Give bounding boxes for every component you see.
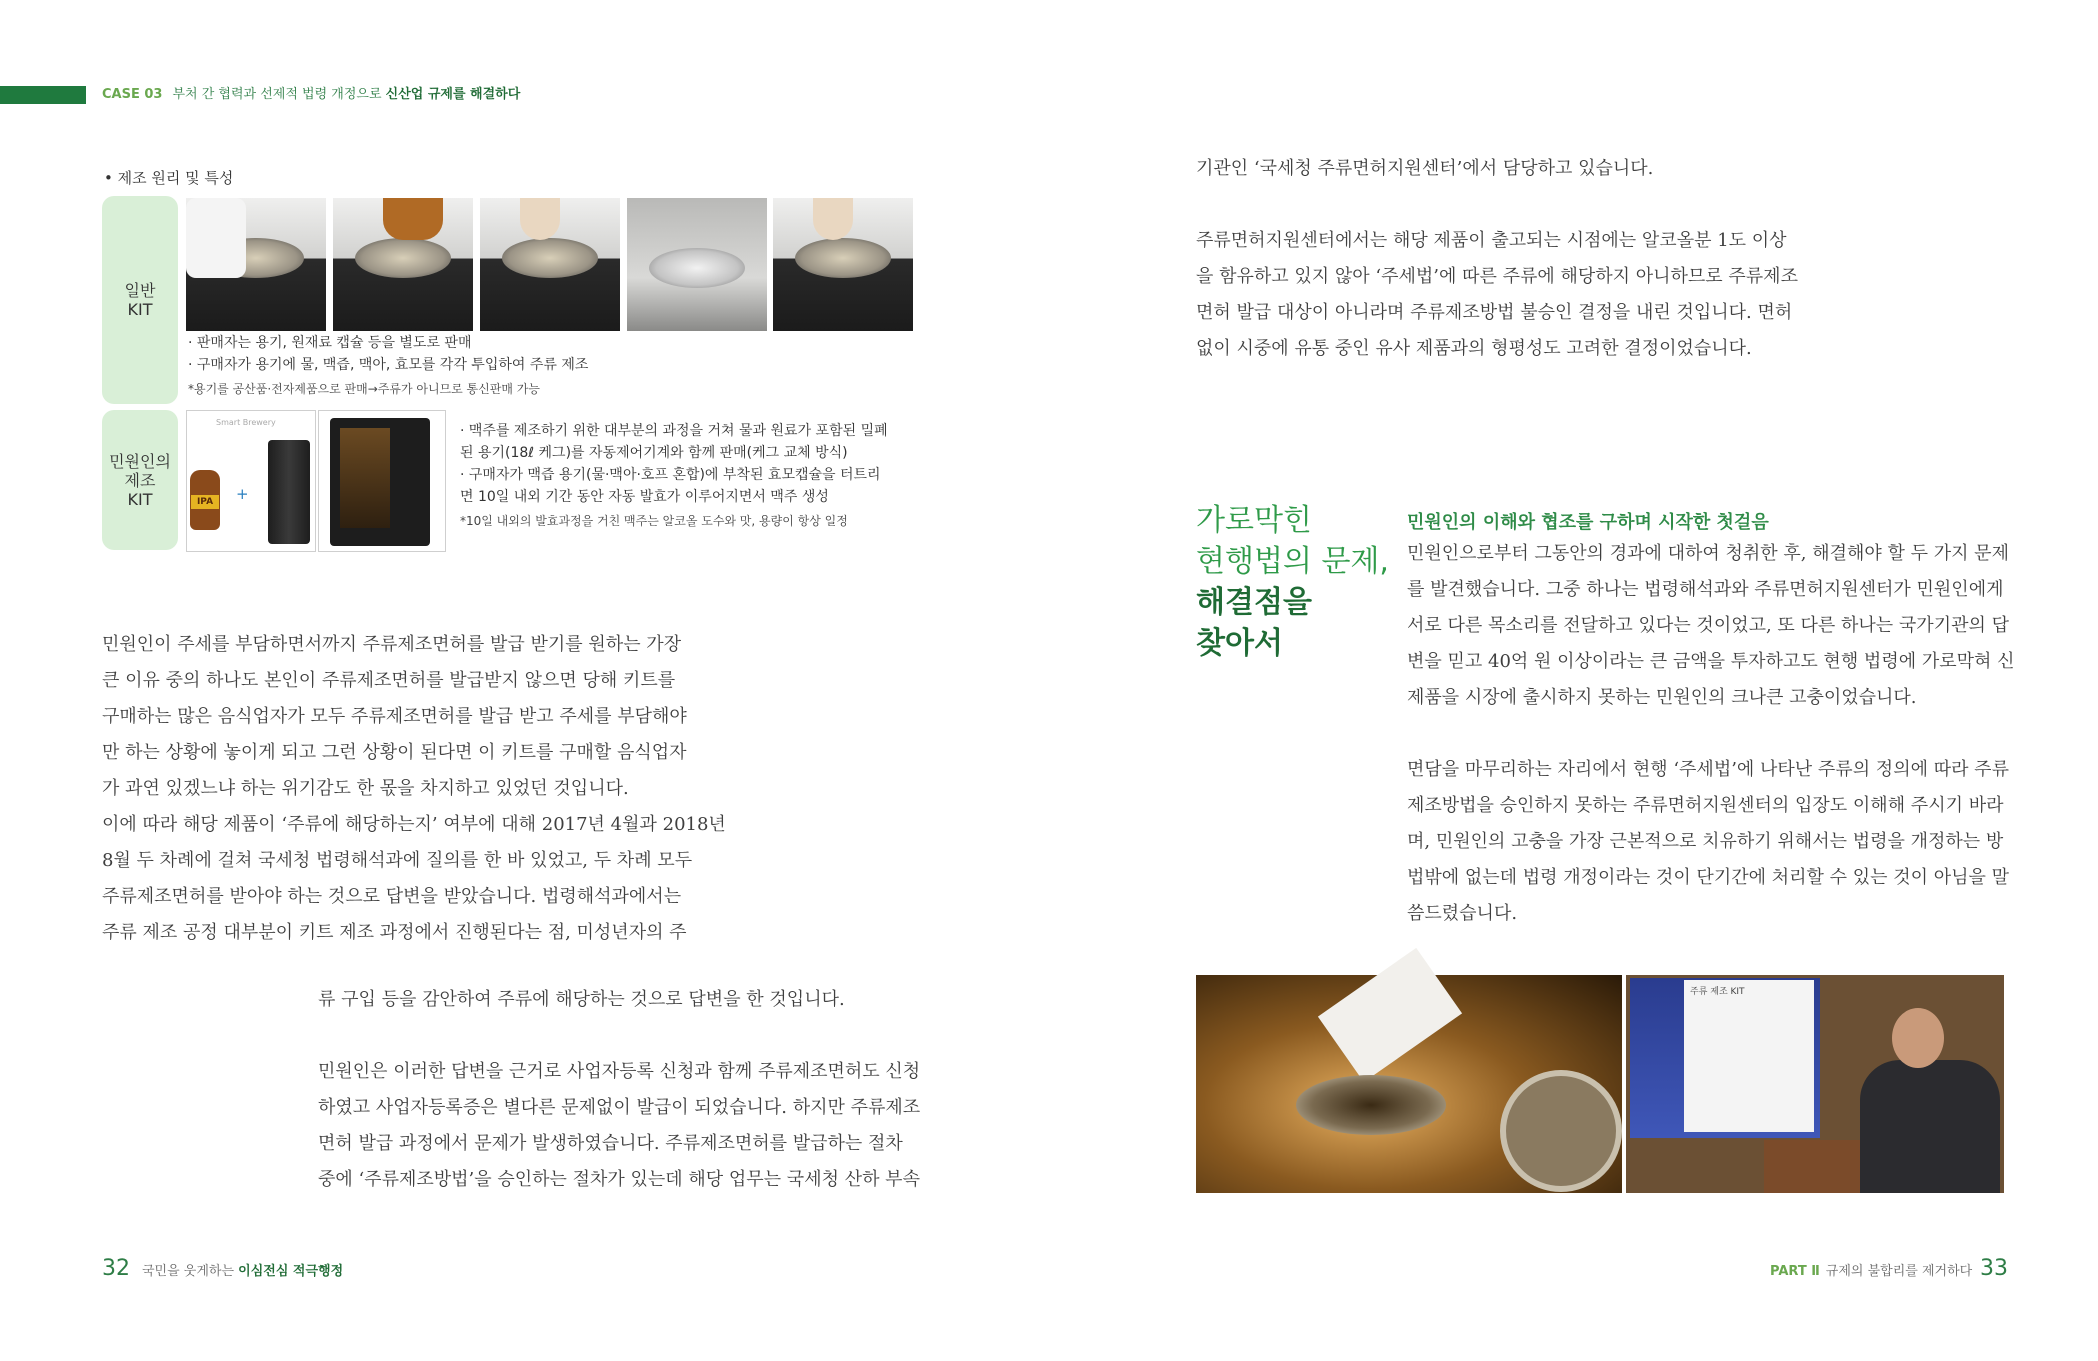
text-line: 민원인은 이러한 답변을 근거로 사업자등록 신청과 함께 주류제조면허도 신청 [318,1061,921,1082]
text-line: 큰 이유 중의 하나도 본인이 주류제조면허를 발급받지 않으면 당해 키트를 [102,670,676,691]
text-line: 면허 발급 대상이 아니라며 주류제조방법 불승인 결정을 내린 것입니다. 면허 [1196,302,1793,323]
section-heading [1196,500,1389,664]
text-line: 류 구입 등을 감안하여 주류에 해당하는 것으로 답변을 한 것입니다. [318,989,845,1010]
kit2-bullet: · 구매자가 맥즙 용기(물·맥아·호프 혼합)에 부착된 효모캡슐을 터트리 [460,467,881,483]
process-photo-2 [333,198,473,331]
text-line: 주류제조면허를 받아야 하는 것으로 답변을 받았습니다. 법령해석과에서는 [102,886,682,907]
process-photo-3 [480,198,620,331]
heading-line: 현행법의 문제, [1196,544,1389,579]
text-line: 주류 제조 공정 대부분이 키트 제조 과정에서 진행된다는 점, 미성년자의 주 [102,922,687,943]
footer-text: 국민을 웃게하는 [142,1264,239,1279]
footer-part: PART Ⅱ [1770,1264,1820,1279]
slide-title: 주류 제조 KIT [1690,987,1745,997]
slide-panel [1684,980,1814,1132]
text-line: 가 과연 있겠느냐 하는 위기감도 한 몫을 차지하고 있었던 것입니다. [102,778,629,799]
machine-interior [340,428,390,528]
right-paragraph-4 [1407,752,2009,932]
text-line: 를 발견했습니다. 그중 하나는 법령해석과와 주류면허지원센터가 민원인에게 [1407,579,2004,600]
kit1-bullet: · 판매자는 용기, 원재료 캡슐 등을 별도로 판매 [188,335,472,351]
process-photo-1 [186,198,326,331]
right-paragraph-2 [1196,223,1798,367]
section-subheading: 민원인의 이해와 협조를 구하며 시작한 첫걸음 [1407,512,1769,533]
kit2-bullet: 면 10일 내외 기간 동안 자동 발효가 이루어지면서 맥주 생성 [460,489,829,505]
page-number-left: 32 [102,1256,130,1281]
running-header [102,86,520,104]
presenter-head [1892,1008,1944,1068]
text-line: 법밖에 없는데 법령 개정이라는 것이 단기간에 처리할 수 있는 것이 아님을 말 [1407,867,2009,888]
footer-text-strong: 이심전심 적극행정 [238,1264,344,1279]
header-accent-bar [0,86,86,104]
text-line: 제품을 시장에 출시하지 못하는 민원인의 크나큰 고충이었습니다. [1407,687,1917,708]
keg-label: IPA [191,495,219,509]
text-line: 중에 ‘주류제조방법’을 승인하는 절차가 있는데 해당 업무는 국세청 산하 부속 [318,1169,920,1190]
kit2-note: *10일 내외의 발효과정을 거친 맥주는 알코올 도수와 맛, 용량이 항상 일정 [460,514,848,528]
process-photo-5 [773,198,913,331]
text-line: 만 하는 상황에 놓이게 되고 그런 상황이 된다면 이 키트를 구매할 음식업자 [102,742,687,763]
heading-line: 찾아서 [1196,626,1283,661]
footer-left [142,1260,343,1279]
text-line: 씀드렸습니다. [1407,903,1518,924]
kit2-bullet: 된 용기(18ℓ 케그)를 자동제어기계와 함께 판매(케그 교체 방식) [460,445,848,461]
text-line: 제조방법을 승인하지 못하는 주류면허지원센터의 입장도 이해해 주시기 바라 [1407,795,2004,816]
text-line: 하였고 사업자등록증은 별다른 문제없이 발급이 되었습니다. 하지만 주류제조 [318,1097,921,1118]
left-paragraph-1 [102,627,726,951]
left-paragraph-3 [318,1054,920,1198]
footer-text: 규제의 불합리를 제거하다 [1825,1264,1973,1279]
kit2-bullet: · 맥주를 제조하기 위한 대부분의 과정을 거쳐 물과 원료가 포함된 밀폐 [460,423,888,439]
figure-title: • 제조 원리 및 특성 [104,169,234,187]
podium-shape [1764,1140,1874,1193]
lid-shape [1500,1070,1622,1192]
text-line: 8월 두 차례에 걸쳐 국세청 법령해석과에 질의를 한 바 있었고, 두 차례 모두 [102,850,693,871]
text-line: 주류면허지원센터에서는 해당 제품이 출고되는 시점에는 알코올분 1도 이상 [1196,230,1787,251]
kit1-note: *용기를 공산품·전자제품으로 판매→주류가 아니므로 통신판매 가능 [188,382,540,396]
header-text-strong: 신산업 규제를 해결하다 [385,87,521,102]
process-photo-4 [627,198,767,331]
text-line: 면담을 마무리하는 자리에서 현행 ‘주세법’에 나타난 주류의 정의에 따라 주류 [1407,759,2009,780]
case-number: CASE 03 [102,87,163,102]
heading-line: 가로막힌 [1196,503,1312,538]
text-line: 변을 믿고 40억 원 이상이라는 큰 금액을 투자하고도 현행 법령에 가로막혀 신 [1407,651,2015,672]
kit1-label: 일반 KIT [102,196,178,404]
presenter-body [1860,1060,2000,1193]
text-line: 없이 시중에 유통 중인 유사 제품과의 형평성도 고려한 결정이었습니다. [1196,338,1752,359]
text-line: 민원인으로부터 그동안의 경과에 대하여 청취한 후, 해결해야 할 두 가지 문제 [1407,543,2009,564]
text-line: 민원인이 주세를 부담하면서까지 주류제조면허를 발급 받기를 원하는 가장 [102,634,682,655]
left-paragraph-2 [318,982,845,1018]
footer-right [1770,1260,1972,1279]
right-paragraph-1 [1196,151,1653,187]
brand-label: Smart Brewery [216,418,276,427]
kit2-label: 민원인의 제조 KIT [102,410,178,550]
brewing-machine-icon [268,440,310,544]
header-text: 부처 간 협력과 선제적 법령 개정으로 [172,87,386,102]
kit1-bullet: · 구매자가 용기에 물, 맥즙, 맥아, 효모를 각각 투입하여 주류 제조 [188,357,589,373]
text-line: 이에 따라 해당 제품이 ‘주류에 해당하는지’ 여부에 대해 2017년 4월과 2018년 [102,814,726,835]
heading-line: 해결점을 [1196,585,1312,620]
text-line: 며, 민원인의 고충을 가장 근본적으로 치유하기 위해서는 법령을 개정하는 방 [1407,831,2004,852]
text-line: 기관인 ‘국세청 주류면허지원센터’에서 담당하고 있습니다. [1196,158,1654,179]
page-number-right: 33 [1980,1256,2008,1281]
pot-shape [1296,1075,1446,1135]
text-line: 을 함유하고 있지 않아 ‘주세법’에 따른 주류에 해당하지 아니하므로 주류제조 [1196,266,1798,287]
text-line: 서로 다른 목소리를 전달하고 있다는 것이었고, 또 다른 하나는 국가기관의 답 [1407,615,2009,636]
text-line: 구매하는 많은 음식업자가 모두 주류제조면허를 발급 받고 주세를 부담해야 [102,706,687,727]
text-line: 면허 발급 과정에서 문제가 발생하였습니다. 주류제조면허를 발급하는 절차 [318,1133,903,1154]
right-paragraph-3 [1407,536,2014,716]
plus-sign: + [236,485,249,503]
